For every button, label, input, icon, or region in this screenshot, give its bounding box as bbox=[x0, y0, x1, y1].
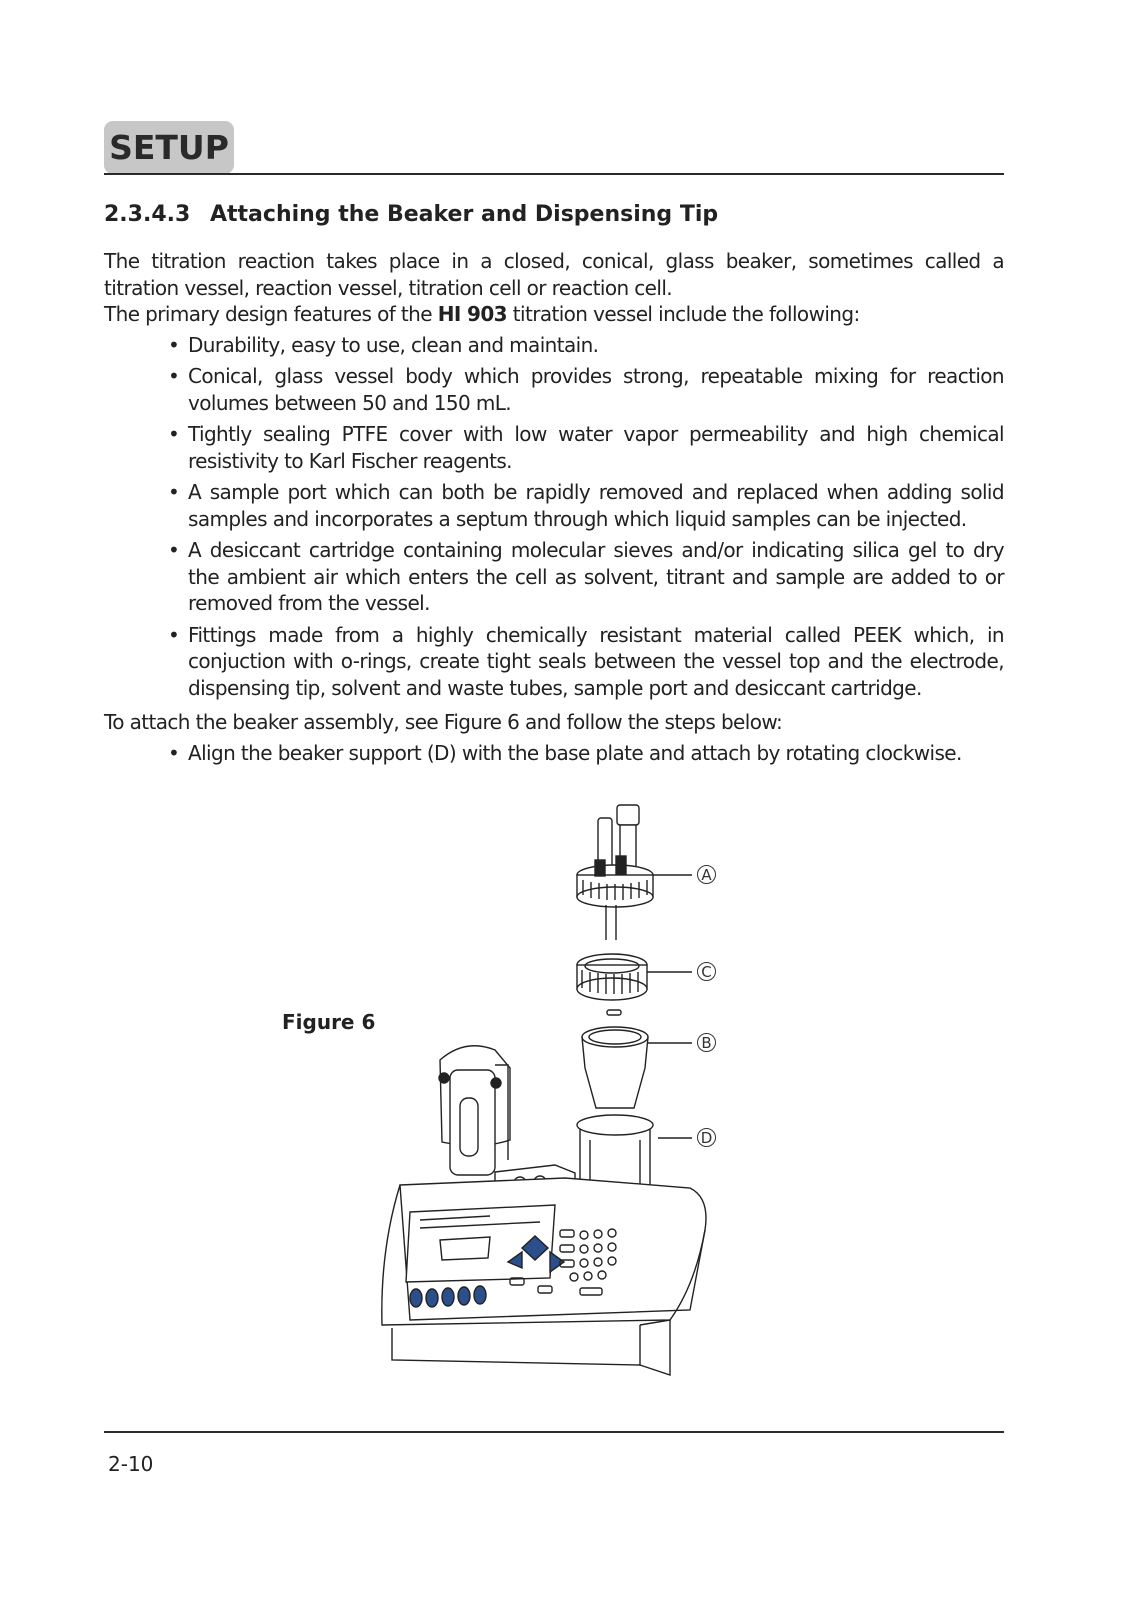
titrator-drawing bbox=[370, 800, 740, 1410]
list-item: • Conical, glass vessel body which provides strong, repeatable mixing for reaction volumes between 50 and 150 mL. bbox=[168, 364, 1004, 415]
callout-a: A bbox=[697, 865, 716, 884]
intro-paragraph: The titration reaction takes place in a closed, conical, glass beaker, sometimes called a titration vessel, reaction vessel, titration cell or reaction cell. bbox=[104, 249, 1004, 300]
callout-c: C bbox=[697, 962, 716, 981]
list-item: • A desiccant cartridge containing molecular sieves and/or indicating silica gel to dry the ambient air which enters the cell as solvent, titrant and sample are added to or removed from the vessel. bbox=[168, 538, 1004, 615]
section-title: Attaching the Beaker and Dispensing Tip bbox=[210, 202, 719, 227]
titrator-illustration bbox=[370, 800, 740, 1410]
section-heading bbox=[104, 202, 1004, 227]
feature-list bbox=[104, 332, 1004, 702]
list-item: • A sample port which can both be rapidly removed and replaced when adding solid samples and incorporates a septum through which liquid samples can be injected. bbox=[168, 480, 1004, 531]
figure-caption: Figure 6 bbox=[282, 1010, 376, 1034]
section-badge: SETUP bbox=[104, 121, 234, 174]
footer-rule bbox=[104, 1431, 1004, 1433]
header-rule bbox=[104, 173, 1004, 175]
callout-b: B bbox=[697, 1033, 716, 1052]
list-item: • Align the beaker support (D) with the base plate and attach by rotating clockwise. bbox=[168, 740, 962, 765]
list-item: • Fittings made from a highly chemically resistant material called PEEK which, in conjuction with o-rings, create tight seals between the vessel top and the electrode, dispensing tip, solvent and waste tubes, sample port and desiccant cartridge. bbox=[168, 622, 1004, 700]
step-list bbox=[104, 740, 1004, 767]
callout-d: D bbox=[697, 1128, 716, 1147]
list-item: • Durability, easy to use, clean and maintain. bbox=[168, 332, 599, 357]
steps-intro: To attach the beaker assembly, see Figure 6 and follow the steps below: bbox=[104, 710, 783, 734]
features-intro: The primary design features of the HI 903 titration vessel include the following: bbox=[104, 302, 860, 326]
body-content bbox=[104, 248, 1004, 774]
model-name: HI 903 bbox=[437, 302, 507, 326]
section-number: 2.3.4.3 bbox=[104, 202, 191, 227]
list-item: • Tightly sealing PTFE cover with low water vapor permeability and high chemical resistivity to Karl Fischer reagents. bbox=[168, 422, 1004, 473]
page-number: 2-10 bbox=[108, 1452, 154, 1476]
